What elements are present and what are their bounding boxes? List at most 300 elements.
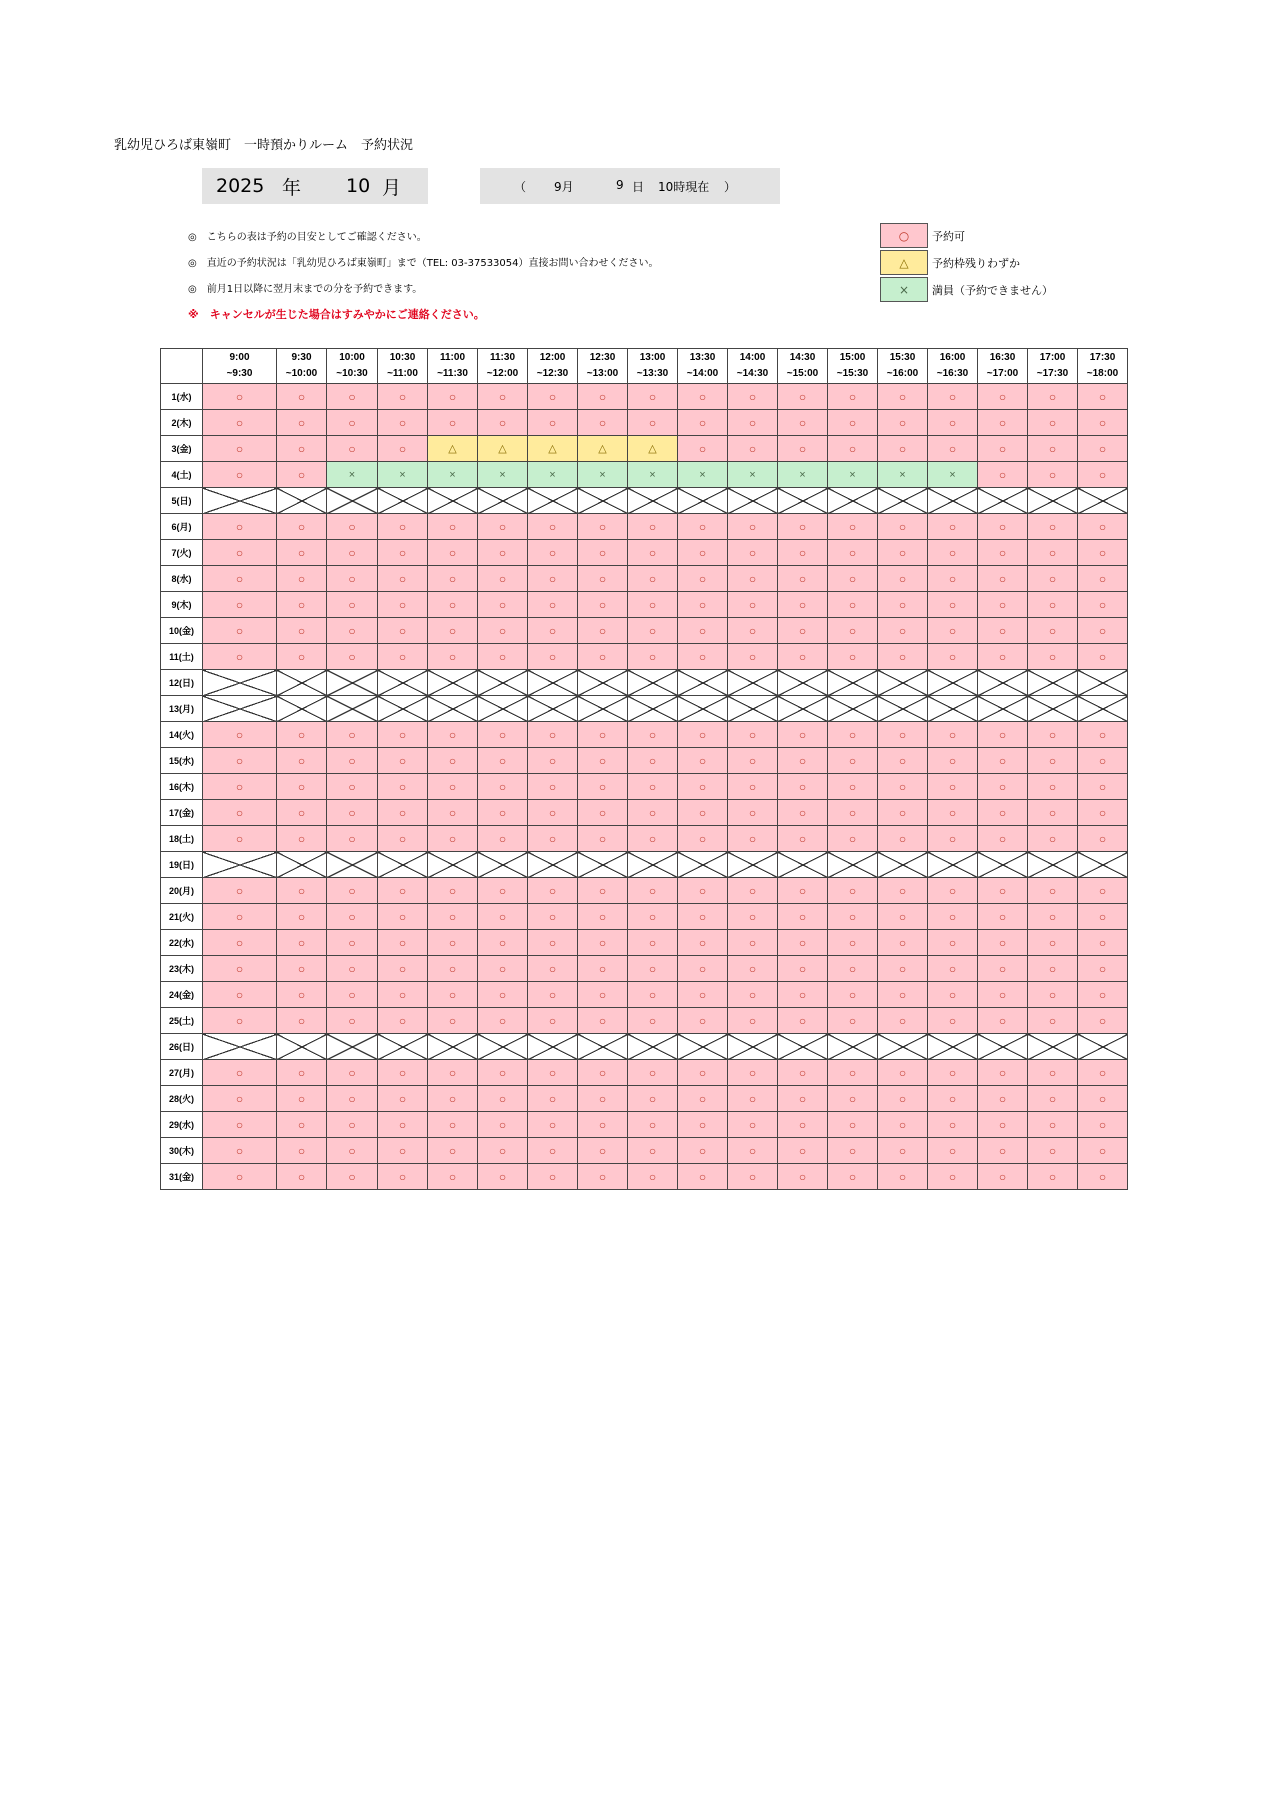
slot-cell: ○ (728, 1008, 778, 1034)
time-slot-end: ~17:30 (1036, 368, 1069, 379)
time-slot-end: ~16:00 (886, 368, 919, 379)
closed-cell (928, 488, 978, 514)
closed-cell (728, 852, 778, 878)
slot-cell: ○ (327, 1086, 378, 1112)
time-slot-end: ~10:30 (336, 368, 368, 379)
slot-cell: ○ (528, 878, 578, 904)
slot-cell: △ (478, 436, 528, 462)
slot-cell: ○ (728, 930, 778, 956)
slot-cell: ○ (327, 774, 378, 800)
slot-cell: ○ (578, 566, 628, 592)
year-unit: 年 (282, 176, 302, 199)
slot-cell: ○ (528, 956, 578, 982)
slot-cell: ○ (778, 644, 828, 670)
slot-cell: ○ (878, 1008, 928, 1034)
closed-cell (1028, 488, 1078, 514)
slot-cell: ○ (778, 722, 828, 748)
slot-cell: ○ (378, 410, 428, 436)
slot-cell: ○ (277, 618, 327, 644)
slot-cell: ○ (378, 514, 428, 540)
closed-cell (203, 696, 277, 722)
table-row (161, 1112, 1128, 1138)
time-slot-end: ~18:00 (1086, 368, 1119, 379)
slot-cell: ○ (1078, 1138, 1128, 1164)
slot-cell: ○ (378, 904, 428, 930)
slot-cell: ○ (978, 1138, 1028, 1164)
as-of-open-paren: （ (514, 180, 527, 194)
time-slot-start: 13:30 (689, 352, 716, 363)
slot-cell: ○ (678, 410, 728, 436)
day-label: 1(水) (161, 384, 203, 410)
slot-cell: ○ (478, 826, 528, 852)
slot-cell: ○ (678, 956, 728, 982)
slot-cell: ○ (928, 514, 978, 540)
closed-cell (378, 696, 428, 722)
slot-cell: ○ (928, 982, 978, 1008)
day-label: 20(月) (161, 878, 203, 904)
slot-cell: ○ (428, 566, 478, 592)
slot-cell: ○ (628, 1164, 678, 1190)
slot-cell: ○ (1028, 1164, 1078, 1190)
slot-cell: × (828, 462, 878, 488)
slot-cell: × (728, 462, 778, 488)
table-row (161, 826, 1128, 852)
slot-cell: ○ (1078, 618, 1128, 644)
slot-cell: ○ (1078, 1164, 1128, 1190)
closed-cell (878, 488, 928, 514)
slot-cell: ○ (478, 878, 528, 904)
slot-cell: ○ (628, 1086, 678, 1112)
slot-cell: ○ (978, 930, 1028, 956)
slot-cell: ○ (1028, 1008, 1078, 1034)
slot-cell: ○ (978, 410, 1028, 436)
slot-cell: ○ (628, 904, 678, 930)
slot-cell: ○ (978, 904, 1028, 930)
slot-cell: ○ (778, 618, 828, 644)
slot-cell: ○ (1078, 566, 1128, 592)
slot-cell: ○ (277, 904, 327, 930)
slot-cell: ○ (728, 644, 778, 670)
slot-cell: ○ (203, 1008, 277, 1034)
note-booking-window: ◎ 前月1日以降に翌月末までの分を予約できます。 (188, 284, 423, 295)
slot-cell: ○ (678, 1112, 728, 1138)
closed-cell (578, 670, 628, 696)
closed-cell (428, 488, 478, 514)
closed-cell (1078, 670, 1128, 696)
slot-cell: ○ (678, 436, 728, 462)
slot-cell: ○ (928, 384, 978, 410)
slot-cell: ○ (478, 1164, 528, 1190)
closed-cell (478, 696, 528, 722)
time-slot-end: ~16:30 (936, 368, 969, 379)
table-row (161, 566, 1128, 592)
day-label: 17(金) (161, 800, 203, 826)
time-slot-end: ~17:00 (986, 368, 1019, 379)
slot-cell: ○ (778, 774, 828, 800)
day-label: 28(火) (161, 1086, 203, 1112)
slot-cell: ○ (728, 826, 778, 852)
slot-cell: ○ (978, 1086, 1028, 1112)
slot-cell: ○ (878, 774, 928, 800)
slot-cell: ○ (378, 1060, 428, 1086)
slot-cell: ○ (327, 384, 378, 410)
slot-cell: ○ (327, 1008, 378, 1034)
slot-cell: ○ (578, 878, 628, 904)
slot-cell: ○ (378, 722, 428, 748)
slot-cell: ○ (1028, 592, 1078, 618)
closed-cell (978, 1034, 1028, 1060)
corner-cell (161, 349, 203, 384)
slot-cell: ○ (828, 1008, 878, 1034)
slot-cell: ○ (728, 1164, 778, 1190)
slot-cell: ○ (1078, 540, 1128, 566)
closed-cell (678, 670, 728, 696)
day-label: 8(水) (161, 566, 203, 592)
slot-cell: ○ (1028, 1086, 1078, 1112)
slot-cell: ○ (203, 982, 277, 1008)
slot-cell: ○ (878, 722, 928, 748)
month-display (202, 168, 428, 204)
slot-cell: ○ (778, 982, 828, 1008)
slot-cell: ○ (828, 800, 878, 826)
slot-cell: ○ (478, 930, 528, 956)
as-of-time: 10時現在 (658, 180, 710, 194)
time-slot-header (428, 349, 478, 384)
slot-cell: ○ (728, 514, 778, 540)
page-title: 乳幼児ひろば東嶺町 一時預かりルーム 予約状況 (114, 138, 414, 153)
slot-cell: ○ (678, 748, 728, 774)
slot-cell: ○ (528, 1164, 578, 1190)
slot-cell: ○ (928, 930, 978, 956)
slot-cell: ○ (378, 1008, 428, 1034)
slot-cell: ○ (378, 800, 428, 826)
day-label: 19(日) (161, 852, 203, 878)
closed-cell (828, 670, 878, 696)
slot-cell: ○ (678, 1138, 728, 1164)
slot-cell: ○ (878, 644, 928, 670)
slot-cell: ○ (378, 644, 428, 670)
closed-cell (478, 852, 528, 878)
slot-cell: ○ (778, 1138, 828, 1164)
slot-cell: ○ (928, 644, 978, 670)
closed-cell (277, 488, 327, 514)
slot-cell: ○ (728, 774, 778, 800)
day-label: 2(木) (161, 410, 203, 436)
slot-cell: ○ (878, 1138, 928, 1164)
slot-cell: ○ (578, 826, 628, 852)
slot-cell: ○ (277, 540, 327, 566)
slot-cell: ○ (778, 592, 828, 618)
time-slot-start: 16:00 (939, 352, 966, 363)
day-label: 9(木) (161, 592, 203, 618)
slot-cell: ○ (203, 566, 277, 592)
slot-cell: △ (428, 436, 478, 462)
closed-cell (203, 1034, 277, 1060)
slot-cell: ○ (728, 384, 778, 410)
slot-cell: ○ (203, 904, 277, 930)
closed-cell (528, 670, 578, 696)
slot-cell: ○ (478, 410, 528, 436)
slot-cell: ○ (978, 774, 1028, 800)
slot-cell: ○ (828, 982, 878, 1008)
slot-cell: △ (528, 436, 578, 462)
slot-cell: ○ (327, 618, 378, 644)
slot-cell: ○ (1028, 384, 1078, 410)
closed-cell (628, 670, 678, 696)
closed-cell (728, 670, 778, 696)
slot-cell: ○ (728, 904, 778, 930)
table-row (161, 514, 1128, 540)
slot-cell: ○ (1028, 826, 1078, 852)
slot-cell: ○ (478, 982, 528, 1008)
slot-cell: ○ (478, 956, 528, 982)
day-label: 4(土) (161, 462, 203, 488)
slot-cell: ○ (277, 930, 327, 956)
slot-cell: ○ (203, 826, 277, 852)
day-label: 3(金) (161, 436, 203, 462)
closed-cell (578, 488, 628, 514)
slot-cell: ○ (428, 722, 478, 748)
slot-cell: ○ (327, 436, 378, 462)
time-slot-start: 15:30 (889, 352, 916, 363)
table-row (161, 930, 1128, 956)
slot-cell: ○ (528, 722, 578, 748)
closed-cell (778, 488, 828, 514)
day-label: 15(水) (161, 748, 203, 774)
closed-cell (1028, 670, 1078, 696)
slot-cell: ○ (578, 384, 628, 410)
slot-cell: ○ (978, 982, 1028, 1008)
slot-cell: ○ (378, 1112, 428, 1138)
table-row (161, 696, 1128, 722)
slot-cell: ○ (728, 800, 778, 826)
slot-cell: ○ (1028, 800, 1078, 826)
slot-cell: ○ (1028, 410, 1078, 436)
slot-cell: ○ (728, 592, 778, 618)
slot-cell: ○ (428, 774, 478, 800)
slot-cell: ○ (678, 1008, 728, 1034)
slot-cell: ○ (828, 748, 878, 774)
time-slot-header (1078, 349, 1128, 384)
slot-cell: ○ (528, 982, 578, 1008)
slot-cell: ○ (1078, 982, 1128, 1008)
slot-cell: ○ (628, 774, 678, 800)
slot-cell: ○ (478, 1060, 528, 1086)
slot-cell: ○ (327, 410, 378, 436)
closed-cell (1078, 1034, 1128, 1060)
slot-cell: ○ (978, 722, 1028, 748)
slot-cell: ○ (678, 1086, 728, 1112)
time-slot-end: ~14:30 (736, 368, 769, 379)
closed-cell (878, 696, 928, 722)
closed-cell (628, 696, 678, 722)
slot-cell: ○ (628, 618, 678, 644)
slot-cell: ○ (478, 618, 528, 644)
time-slot-start: 11:30 (489, 352, 516, 363)
day-label: 13(月) (161, 696, 203, 722)
slot-cell: ○ (528, 826, 578, 852)
day-label: 7(火) (161, 540, 203, 566)
slot-cell: ○ (528, 410, 578, 436)
slot-cell: ○ (678, 800, 728, 826)
slot-cell: ○ (277, 1164, 327, 1190)
day-label: 26(日) (161, 1034, 203, 1060)
table-row (161, 540, 1128, 566)
slot-cell: ○ (1028, 956, 1078, 982)
slot-cell: ○ (928, 1086, 978, 1112)
closed-cell (978, 852, 1028, 878)
time-slot-header (828, 349, 878, 384)
slot-cell: ○ (1078, 436, 1128, 462)
slot-cell: ○ (428, 930, 478, 956)
slot-cell: ○ (578, 748, 628, 774)
slot-cell: ○ (478, 904, 528, 930)
slot-cell: ○ (203, 1060, 277, 1086)
closed-cell (978, 488, 1028, 514)
slot-cell: ○ (478, 1008, 528, 1034)
slot-cell: ○ (878, 540, 928, 566)
table-row (161, 956, 1128, 982)
slot-cell: ○ (728, 748, 778, 774)
slot-cell: ○ (327, 1164, 378, 1190)
closed-cell (327, 670, 378, 696)
slot-cell: ○ (578, 1164, 628, 1190)
slot-cell: × (878, 462, 928, 488)
table-row (161, 1086, 1128, 1112)
closed-cell (327, 696, 378, 722)
slot-cell: ○ (978, 566, 1028, 592)
slot-cell: ○ (327, 722, 378, 748)
slot-cell: ○ (428, 1060, 478, 1086)
slot-cell: ○ (678, 540, 728, 566)
slot-cell: ○ (203, 956, 277, 982)
closed-cell (478, 670, 528, 696)
slot-cell: ○ (578, 1086, 628, 1112)
slot-cell: ○ (728, 618, 778, 644)
slot-cell: ○ (578, 618, 628, 644)
slot-cell: ○ (878, 436, 928, 462)
slot-cell: ○ (277, 800, 327, 826)
slot-cell: ○ (678, 930, 728, 956)
slot-cell: ○ (978, 748, 1028, 774)
slot-cell: ○ (978, 1112, 1028, 1138)
slot-cell: ○ (728, 1060, 778, 1086)
slot-cell: ○ (428, 618, 478, 644)
legend-item-full (880, 276, 1053, 303)
time-slot-start: 17:30 (1089, 352, 1116, 363)
time-slot-start: 15:00 (839, 352, 866, 363)
slot-cell: ○ (428, 800, 478, 826)
closed-cell (728, 1034, 778, 1060)
slot-cell: ○ (878, 566, 928, 592)
slot-cell: ○ (428, 410, 478, 436)
day-label: 23(木) (161, 956, 203, 982)
slot-cell: ○ (678, 1164, 728, 1190)
slot-cell: ○ (1028, 930, 1078, 956)
closed-cell (628, 488, 678, 514)
slot-cell: ○ (578, 1008, 628, 1034)
slot-cell: ○ (528, 1086, 578, 1112)
slot-cell: ○ (578, 540, 628, 566)
slot-cell: ○ (528, 644, 578, 670)
slot-cell: ○ (578, 722, 628, 748)
day-label: 30(木) (161, 1138, 203, 1164)
legend-label-full: 満員（予約できません） (932, 283, 1053, 297)
closed-cell (378, 670, 428, 696)
slot-cell: ○ (378, 436, 428, 462)
slot-cell: ○ (528, 384, 578, 410)
slot-cell: ○ (578, 904, 628, 930)
closed-cell (978, 670, 1028, 696)
availability-table-wrapper (160, 348, 1128, 1190)
time-slot-header (628, 349, 678, 384)
closed-cell (327, 852, 378, 878)
slot-cell: ○ (428, 982, 478, 1008)
slot-cell: ○ (1028, 904, 1078, 930)
slot-cell: ○ (277, 982, 327, 1008)
day-label: 21(火) (161, 904, 203, 930)
legend-symbol-available: ○ (880, 223, 928, 248)
time-slot-end: ~11:30 (437, 368, 468, 379)
slot-cell: ○ (378, 774, 428, 800)
slot-cell: ○ (928, 748, 978, 774)
closed-cell (828, 696, 878, 722)
slot-cell: ○ (678, 644, 728, 670)
closed-cell (428, 696, 478, 722)
closed-cell (778, 852, 828, 878)
slot-cell: ○ (978, 1060, 1028, 1086)
slot-cell: ○ (203, 930, 277, 956)
slot-cell: ○ (1078, 878, 1128, 904)
slot-cell: ○ (928, 904, 978, 930)
slot-cell: ○ (878, 1112, 928, 1138)
slot-cell: ○ (628, 644, 678, 670)
closed-cell (203, 852, 277, 878)
slot-cell: ○ (978, 618, 1028, 644)
slot-cell: ○ (478, 722, 528, 748)
slot-cell: ○ (778, 800, 828, 826)
closed-cell (578, 852, 628, 878)
slot-cell: ○ (428, 904, 478, 930)
slot-cell: ○ (778, 384, 828, 410)
slot-cell: ○ (528, 1138, 578, 1164)
slot-cell: ○ (478, 1086, 528, 1112)
slot-cell: ○ (528, 1060, 578, 1086)
time-slot-header (1028, 349, 1078, 384)
closed-cell (1078, 488, 1128, 514)
slot-cell: △ (628, 436, 678, 462)
slot-cell: ○ (978, 644, 1028, 670)
table-row (161, 1034, 1128, 1060)
slot-cell: ○ (628, 1138, 678, 1164)
slot-cell: ○ (203, 1164, 277, 1190)
slot-cell: ○ (1078, 1086, 1128, 1112)
slot-cell: ○ (728, 982, 778, 1008)
slot-cell: ○ (327, 800, 378, 826)
time-slot-header (578, 349, 628, 384)
slot-cell: ○ (528, 800, 578, 826)
slot-cell: ○ (978, 514, 1028, 540)
slot-cell: ○ (678, 826, 728, 852)
slot-cell: ○ (628, 956, 678, 982)
table-row (161, 644, 1128, 670)
slot-cell: ○ (578, 982, 628, 1008)
slot-cell: ○ (978, 436, 1028, 462)
slot-cell: ○ (203, 618, 277, 644)
slot-cell: ○ (203, 722, 277, 748)
slot-cell: ○ (203, 514, 277, 540)
slot-cell: ○ (728, 878, 778, 904)
